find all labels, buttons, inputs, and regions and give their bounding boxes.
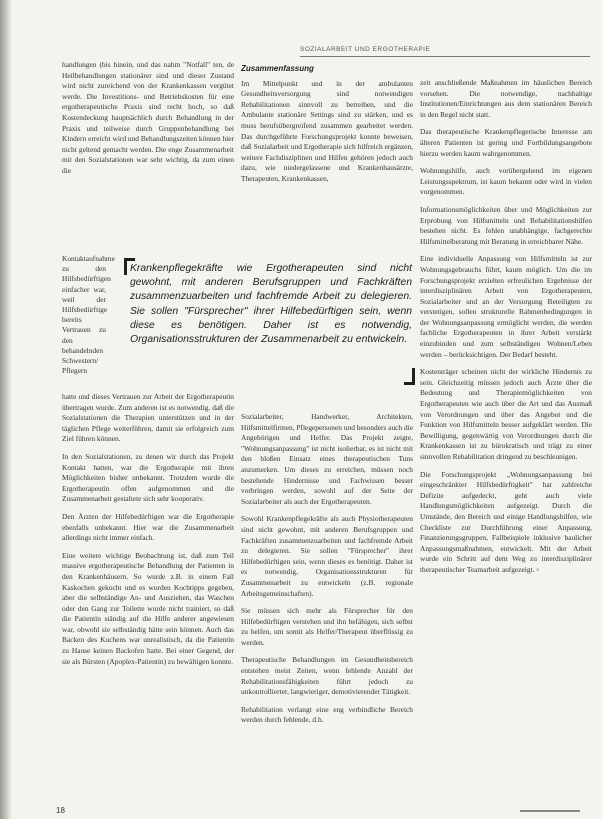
column-3-paragraph: Eine individuelle Anpassung von Hilfsmitteln ist zur Wohnungsgebrauchs führt, kaum möglich. Um die im Forschungsprojekt erzielten erfreulichen Ergebnisse der interdisziplinären Arbeit von Ergotherapeuten, Sozialarbeiter und an der Versorgung Beteiligten zu verstetigen, sollen strukturelle Rahmenbedingungen in der Wohnungsanpassung ermöglicht werden, die werden fachliche Ergotherapeuten in ihrer Arbeit verstärkt einzubinden und zum selbständigen Wohnen/Leben werden – berücksichtigen. Der Bedarf besteht. [420,254,592,359]
page-number: 18 [56,806,65,815]
pullquote-bracket-bottom-right [404,368,415,385]
pullquote: Krankenpflegekräfte wie Ergotherapeuten sind nicht gewohnt, mit anderen Berufsgruppen und Fachkräften zusammenzuarbeiten und fachfremde Arbeit zu delegieren. Sie sollen "Fürsprecher" ihrer Hilfebedürftigen sein, wenn diese es benötigen. Daher ist es notwendig, Organisationsstrukturen der Zusammenarbeit zu entwickeln. [130,263,412,346]
column-1-paragraph: Den Ärzten der Hilfebedürftigen war die Ergotherapie ebenfalls unbekannt. Hier war die Zusammenarbeit allerdings nicht immer einfach. [62,511,234,543]
column-2-paragraph: Therapeutische Behandlungen im Gesundheitsbereich entstehen meist Zeiten, wenn fehlende Anzahl der Rehabilitationsfähigkeiten führt jedoch zu unkontrollierter, langwieriger, demotivierender Tätigkeit. [241,655,413,697]
footer-rule [520,810,580,812]
running-header: SOZIALARBEIT UND ERGOTHERAPIE [300,46,431,53]
column-1-paragraph: handlungen (bis hinein, und das nahm "Notfall" ten, de Heilbehandlungen stationärer sind und dieser Zustand wird nicht zureichend von der Krankenkassen vergütet werde. Die Investitions- und Betriebskosten für eine ergotherapeutische Praxis sind recht hoch, so daß Kostendeckung hauptsächlich durch Behandlung in der Praxis und teilweise durch Gruppenbehandlung bei Kindern erreicht wird und Behandlungszeiten können hier nicht geltend gemacht werden. Die enge Zusammenarbeit mit den Sozialstationen war sehr wichtig, da zum einen die [62,60,234,175]
column-1-paragraph: Eine weitere wichtige Beobachtung ist, daß zum Teil massive ergotherapeutische Behandlung der Patienten in den Krankenhäusern. So wurde z.B. in einem Fall Kaskochen gekocht und es wurden Kochtipps gegeben, aber die selbständige An- und Ausziehen, das Waschen oder den Gang zur Toilette wurde nicht trainiert, so daß die Patientin ständig auf die Hilfe anderer angewiesen war, obwohl sie selbständig hätte sein können. Auch das Backen des Kuchens war unrealistisch, da die Patientin zu Hause keinen Backofen hatte. Bei einer Gegend, der sie als Bürsten (Apoplex-Patientin) zu bewältigen konnte. [62,550,234,666]
column-1-paragraph: In den Sozialstationen, zu denen wir durch das Projekt Kontakt hatten, war die Ergotherapie mit ihren Möglichkeiten bisher unbekannt. Trotzdem wurde die Ergotherapeutin offen aufgenommen und die Zusammenarbeit gestaltete sich sehr kooperativ. [62,451,234,504]
column-3-paragraph: Informationsmöglichkeiten über und Möglichkeiten zur Erprobung von Hilfsmitteln und Rehabilitationshilfen bestehen nicht. Es fehlen unabhängige, fachgerechte Hilfsmittelberatung mit Beratung in erreichbarer Nähe. [420,204,592,246]
section-heading: Zusammenfassung [241,64,314,73]
binding-shadow [0,0,12,819]
column-3-paragraph: Wohnungshilfe, auch vorübergehend im eigenen Leistungsspektrum, ist kaum bekannt oder wird in vielen vorgenommen. [420,166,592,197]
column-1-narrow [62,254,115,388]
column-2-bottom [241,412,413,802]
column-3 [420,78,592,802]
column-3-paragraph: Das therapeutische Krankenpflegerische Interesse am älteren Patienten ist gering und Fortbildungsangebote hierzu werden kaum wahrgenommen. [420,127,592,158]
column-1-bottom [62,392,234,802]
column-2-paragraph: Sowohl Krankenpflegekräfte als auch Physiotherapeuten sind nicht gewohnt, mit anderen Berufsgruppen und Fachkräften zusammenzuarbeiten und fachfremde Arbeit zu delegieren. Sie sollen "Fürsprecher" ihrer Hilfebedürftigen sein, wenn dieses es benötigt. Daher ist es notwendig, Organisationsstrukturen für Zusammenarbeit zu entwickeln (z.B. regionale Arbeitsgemeinschaften). [241,514,413,598]
column-1-narrow-paragraph: Kontaktaufnahme zu den Hilfsbedürftigen einfacher war, weil der Hilfsbedürftige bereits Vertrauen zu den behandelnden Schwestern/ Pflegern [62,254,115,376]
column-1-top [62,60,234,256]
column-1-paragraph: hatte und dieses Vertrauen zur Arbeit der Ergotherapeutin übertragen wurde. Zum anderen ist es notwendig, daß die Sozialstationen die Therapien unterstützen und in der täglichen Pflege weiterführen, damit sie erfolgreich zum Ziel führen können. [62,392,234,444]
column-3-paragraph: Kostenträger scheinen nicht der wirkliche Hindernis zu sein. Gleichzeitig müssen jedoch auch Ärzte über die Bedeutung und Therapiemöglichkeiten von Ergotherapeuten wie auch über die Art und das Ausmaß von Verordnungen und über das Angebot und die Funktion von Hilfsmitteln besser aufgeklärt werden. Die Bewilligung, gegenwärtig von Verordnungen durch die Krankenkassen ist zu bürokratisch und trägt zu einer sinnvollen Rehabilitation dringend zu beschleunigen. [420,367,592,461]
column-2-paragraph: Im Mittelpunkt und in der ambulanten Gesundheitsversorgung sind notwendigen Rehabilitationen sinnvoll zu betreiben, und die Ambulante stationäre Settings sind zu stärken, und es muss berufsübergreifend zusammen gearbeitet werden. Das durchgeführte Forschungsprojekt konnte beweisen, daß Sozialarbeit und Ergotherapie sich hilfreich ergänzen, weitere Fachdisziplinen und Hilfen gehören jedoch auch dazu, wie niedergelassene und Krankenhausärzte, Therapeuten, Krankenkassen, [241,78,413,183]
column-2-paragraph: Rehabilitation verlangt eine eng verbindliche Bereich werden durch fehlende, d.h. [241,704,413,725]
column-2-paragraph: Sie müssen sich mehr als Fürsprecher für den Hilfebedürftigen verstehen und ihn befähigen, sich selbst zu helfen, um somit als Helfer/Therapeut überflüssig zu werden. [241,606,413,647]
column-2-paragraph: Sozialarbeiter, Handwerker, Architekten, Hilfsmittelfirmen, Pflegepersonen und besonders auch die Angehörigen und Helfer. Das Projekt zeigte, "Wohnungsanpassung" ist nicht isolierbar, es ist nicht mit den bloßen Einsatz eines therapeutischen Tuns anzumerken. Um dieses zu erreichen, müssen noch bestehende Hindernisse und Fachwissen besser vorbringen werden, sowohl auf der Seite der Sozialarbeiter als auch der Ergotherapeuten. [241,412,413,506]
column-3-paragraph: Die Forschungsprojekt „Wohnungsanpassung bei eingeschränkter Hilfsbedürftigkeit" hat zahlreiche Defizite aufgedeckt, geht auch viele Handlungsmöglichkeiten aufgezeigt. Durch die Umstände, den Bereich und einige Handlungshilfen, wie Checkliste zur Durchführung einer Anpassung, Finanzierungsgruppen, Fallbeispiele inklusive baulicher Anpassungsmaßnahmen, entwickelt. Mit der Arbeit wurde ein Schritt auf dem Weg zu interdisziplinärer therapeutischer Teamarbeit aufgezeigt. ▫ [420,469,592,574]
column-2-top [241,64,413,248]
column-3-paragraph: zeit anschließende Maßnahmen im häuslichen Bereich vorsehen. Die notwendige, nachhaltige Institutionen/Einrichtungen aus dem stationären Bereich in den Regel nicht statt. [420,78,592,119]
header-rule [300,56,590,57]
